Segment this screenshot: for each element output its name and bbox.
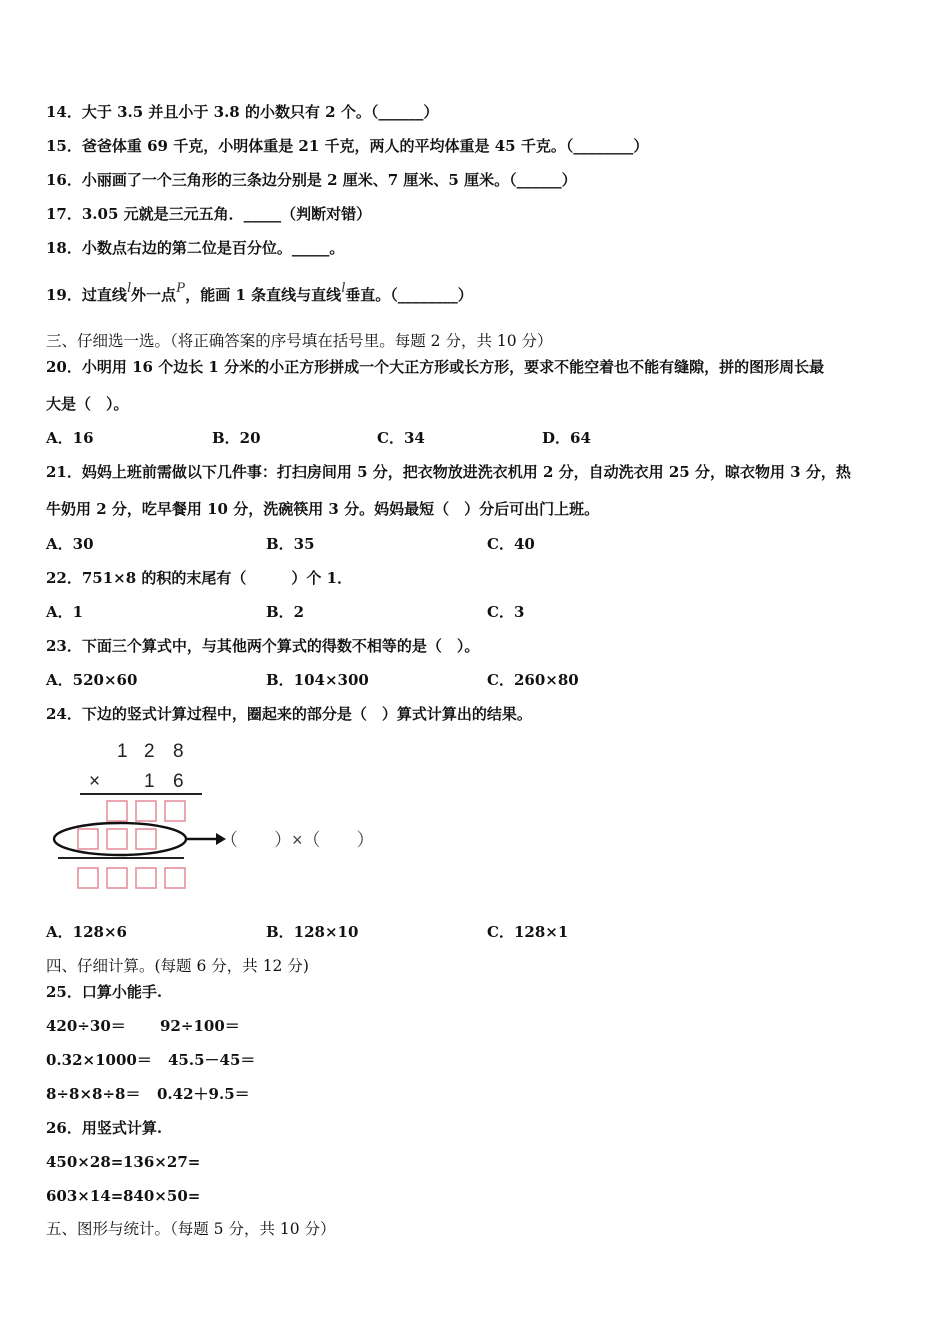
oral-calc-item: 45.5－45＝ <box>168 1051 256 1069</box>
point-p-symbol: P <box>176 280 186 296</box>
times-sign: × <box>89 771 101 792</box>
question-24: 24．下边的竖式计算过程中，圈起来的部分是（ ）算式计算出的结果。 <box>46 705 532 723</box>
section-5-heading: 五、图形与统计。（每题 5 分，共 10 分） <box>46 1220 336 1238</box>
section-4-heading: 四、仔细计算。(每题 6 分，共 12 分) <box>46 957 309 975</box>
line-l-symbol: l <box>126 280 132 296</box>
question-19 <box>46 280 473 306</box>
q19-part1: 19．过直线 <box>46 286 127 304</box>
multiplier-digit-1: 1 <box>144 771 155 792</box>
q19-part3: ，能画 1 条直线与直线 <box>185 286 342 304</box>
vertical-calc-item: 840×50= <box>123 1187 201 1205</box>
q20-option-b: B．20 <box>212 429 261 447</box>
q19-part2: 外一点 <box>131 286 177 304</box>
q22-option-b: B．2 <box>266 603 305 621</box>
q24-option-a: A．128×6 <box>46 923 127 941</box>
line-l-symbol-2: l <box>341 280 346 296</box>
q19-part4: 垂直。（________） <box>345 286 473 304</box>
vertical-multiplication-figure <box>40 735 400 900</box>
vertical-calc-item: 136×27= <box>123 1153 201 1171</box>
question-22: 22．751×8 的积的末尾有（ ）个 1． <box>46 569 353 587</box>
question-14: 14．大于 3.5 并且小于 3.8 的小数只有 2 个。（______） <box>46 103 439 121</box>
question-18: 18．小数点右边的第二位是百分位。_____。 <box>46 239 345 257</box>
blank-box <box>78 868 98 888</box>
question-21-line1: 21．妈妈上班前需做以下几件事：打扫房间用 5 分，把衣物放进洗衣机用 2 分，自动洗衣用 25 分，晾衣物用 3 分，热 <box>46 463 851 481</box>
q22-option-c: C．3 <box>487 603 525 621</box>
multiplicand-digit-3: 8 <box>173 741 184 762</box>
question-26: 26．用竖式计算. <box>46 1119 163 1137</box>
question-15: 15．爸爸体重 69 千克，小明体重是 21 千克，两人的平均体重是 45 千克。（________） <box>46 137 649 155</box>
q23-option-a: A．520×60 <box>46 671 138 689</box>
oral-calc-item: 420÷30＝ <box>46 1017 126 1035</box>
q21-option-c: C．40 <box>487 535 535 553</box>
question-17: 17．3.05 元就是三元五角．_____（判断对错） <box>46 205 372 223</box>
blank-box <box>136 829 156 849</box>
oral-calc-item: 0.42＋9.5＝ <box>157 1085 250 1103</box>
blank-box <box>107 829 127 849</box>
q23-option-c: C．260×80 <box>487 671 579 689</box>
oral-calc-item: 92÷100＝ <box>160 1017 240 1035</box>
blank-box <box>78 829 98 849</box>
vertical-calc-item: 450×28= <box>46 1153 124 1171</box>
blank-box <box>165 801 185 821</box>
q24-option-c: C．128×1 <box>487 923 569 941</box>
q22-option-a: A．1 <box>46 603 84 621</box>
question-20-line1: 20．小明用 16 个边长 1 分米的小正方形拼成一个大正方形或长方形，要求不能空着也不能有缝隙，拼的图形周长最 <box>46 358 825 376</box>
oral-calc-item: 8÷8×8÷8＝ <box>46 1085 141 1103</box>
blank-box <box>136 868 156 888</box>
q23-option-b: B．104×300 <box>266 671 369 689</box>
q21-option-a: A．30 <box>46 535 94 553</box>
question-20-line2: 大是（ ）。 <box>46 395 129 413</box>
q20-option-c: C．34 <box>377 429 425 447</box>
multiplicand-digit-1: 1 <box>117 741 128 762</box>
factor-blanks: （ ）×（ ） <box>220 830 375 850</box>
blank-box <box>136 801 156 821</box>
question-25: 25．口算小能手. <box>46 983 163 1001</box>
blank-box <box>107 868 127 888</box>
q20-option-d: D．64 <box>542 429 591 447</box>
circled-partial-product <box>54 823 186 855</box>
vertical-calc-item: 603×14= <box>46 1187 124 1205</box>
blank-box <box>107 801 127 821</box>
question-21-line2: 牛奶用 2 分，吃早餐用 10 分，洗碗筷用 3 分。妈妈最短（ ）分后可出门上班。 <box>46 500 600 518</box>
question-16: 16．小丽画了一个三角形的三条边分别是 2 厘米、7 厘米、5 厘米。（______） <box>46 171 577 189</box>
oral-calc-item: 0.32×1000＝ <box>46 1051 152 1069</box>
multiplier-digit-2: 6 <box>173 771 184 792</box>
question-23: 23．下面三个算式中，与其他两个算式的得数不相等的是（ ）。 <box>46 637 480 655</box>
q24-option-b: B．128×10 <box>266 923 359 941</box>
blank-box <box>165 868 185 888</box>
q21-option-b: B．35 <box>266 535 315 553</box>
section-3-heading: 三、仔细选一选。（将正确答案的序号填在括号里。每题 2 分，共 10 分） <box>46 332 553 350</box>
q20-option-a: A．16 <box>46 429 94 447</box>
multiplicand-digit-2: 2 <box>144 741 155 762</box>
